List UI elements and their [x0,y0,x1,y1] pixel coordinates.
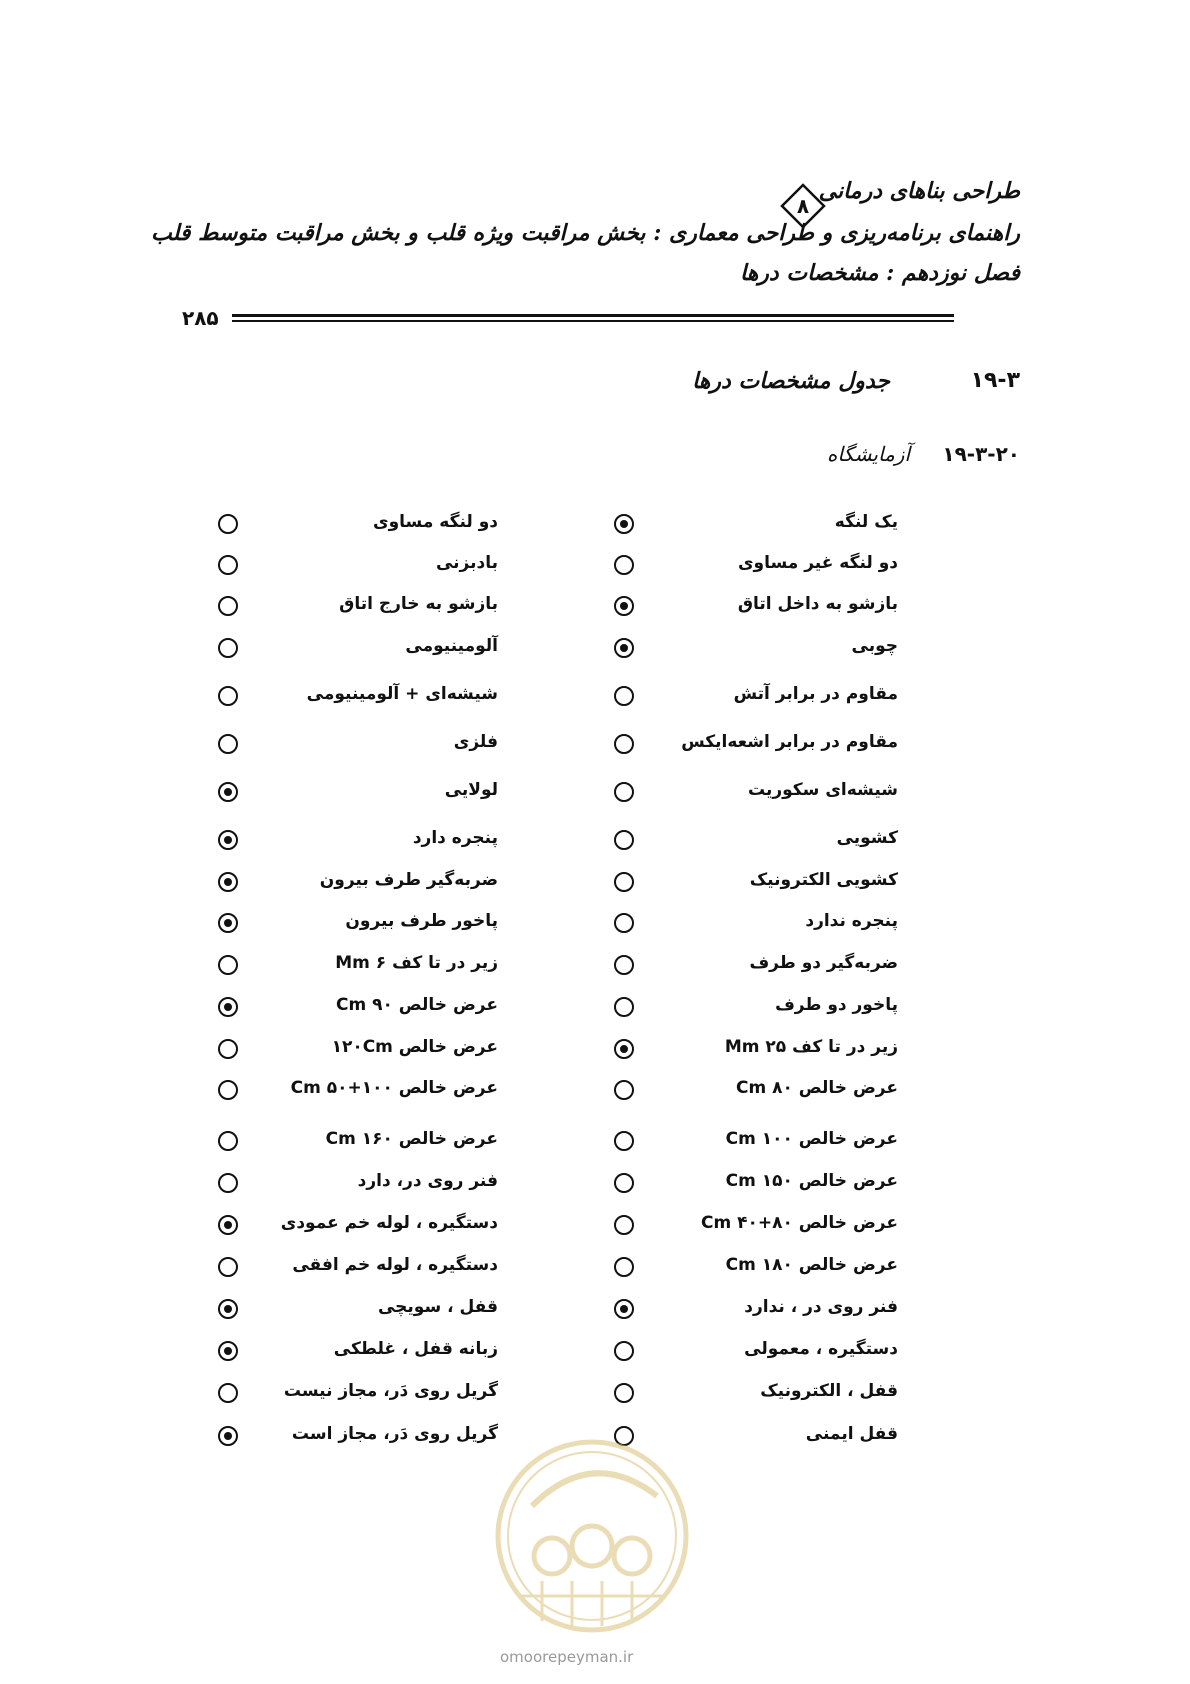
radio-unselected[interactable] [614,997,634,1017]
radio-unselected[interactable] [614,872,634,892]
radio-unselected[interactable] [218,1131,238,1151]
radio-unselected[interactable] [218,1383,238,1403]
radio-selected[interactable] [218,1299,238,1319]
option-label: زیر در تا کف ۲۵ Mm [724,1037,898,1057]
option-label: کشویی الکترونیک [749,870,898,890]
option-label: عرض خالص ۸۰+۴۰ Cm [700,1213,898,1233]
watermark-logo [492,1436,692,1636]
option-label: زیر در تا کف ۶ Mm [335,953,498,973]
option-label: عرض خالص ۱۵۰ Cm [725,1171,898,1191]
radio-unselected[interactable] [614,1257,634,1277]
option-label: فنر روی در ، ندارد [744,1297,898,1317]
book-title: طراحی بناهای درمانی [818,178,1020,204]
option-label: مقاوم در برابر اشعه‌ایکس [681,732,898,752]
option-label: قفل ، الکترونیک [760,1381,898,1401]
radio-unselected[interactable] [614,555,634,575]
radio-unselected[interactable] [218,734,238,754]
option-label: دو لنگه مساوی [372,512,498,532]
option-label: شیشه‌ای سکوریت [747,780,898,800]
option-label: فلزی [453,732,498,752]
option-label: آلومینیومی [405,636,498,656]
radio-unselected[interactable] [614,1215,634,1235]
option-label: دستگیره ، لوله خم افقی [292,1255,498,1275]
option-label: عرض خالص ۱۰۰+۵۰ Cm [290,1078,498,1098]
option-label: مقاوم در برابر آتش [733,684,898,704]
radio-selected[interactable] [218,1341,238,1361]
page-number: ۲۸۵ [182,306,219,330]
option-label: فنر روی در، دارد [357,1171,498,1191]
option-label: عرض خالص ۱۸۰ Cm [725,1255,898,1275]
option-label: دستگیره ، لوله خم عمودی [280,1213,498,1233]
option-label: ضربه‌گیر طرف بیرون [319,870,498,890]
section-title: جدول مشخصات درها [692,368,890,394]
option-label: یک لنگه [834,512,898,532]
option-label: چوبی [851,636,898,656]
option-label: گریل روی دَر، مجاز است [291,1424,498,1444]
option-label: زبانه قفل ، غلطکی [333,1339,498,1359]
book-number: ۸ [796,194,810,218]
section-number: ۱۹-۳ [970,368,1020,393]
radio-unselected[interactable] [218,1039,238,1059]
option-label: عرض خالص ۱۰۰ Cm [725,1129,898,1149]
radio-selected[interactable] [218,1215,238,1235]
radio-selected[interactable] [218,913,238,933]
radio-unselected[interactable] [218,686,238,706]
option-label: پنجره ندارد [805,911,898,931]
radio-unselected[interactable] [614,1426,634,1446]
radio-unselected[interactable] [614,913,634,933]
radio-unselected[interactable] [218,638,238,658]
watermark-url: omoorepeyman.ir [500,1648,634,1666]
option-label: قفل ایمنی [805,1424,898,1444]
option-label: عرض خالص ۸۰ Cm [736,1078,898,1098]
radio-unselected[interactable] [614,782,634,802]
radio-unselected[interactable] [218,955,238,975]
radio-unselected[interactable] [614,734,634,754]
book-subtitle: راهنمای برنامه‌ریزی و طراحی معماری : بخش مراقبت ویژه قلب و بخش مراقبت متوسط قلب [151,220,1020,246]
radio-selected[interactable] [218,830,238,850]
radio-unselected[interactable] [218,596,238,616]
subsection-title: آزمایشگاه [826,442,910,466]
chapter-title: فصل نوزدهم : مشخصات درها [740,260,1020,286]
option-label: بادبزنی [435,553,498,573]
radio-selected[interactable] [614,638,634,658]
radio-unselected[interactable] [218,1173,238,1193]
radio-unselected[interactable] [614,686,634,706]
option-label: عرض خالص ۱۶۰ Cm [325,1129,498,1149]
header-rule-thick [232,314,954,317]
radio-unselected[interactable] [614,1173,634,1193]
option-label: لولایی [444,780,498,800]
option-label: ضربه‌گیر دو طرف [749,953,898,973]
radio-unselected[interactable] [218,555,238,575]
option-label: قفل ، سویچی [377,1297,498,1317]
radio-selected[interactable] [218,782,238,802]
radio-selected[interactable] [218,872,238,892]
radio-unselected[interactable] [614,1131,634,1151]
radio-unselected[interactable] [614,1383,634,1403]
option-label: دستگیره ، معمولی [744,1339,898,1359]
radio-selected[interactable] [614,1299,634,1319]
radio-selected[interactable] [614,514,634,534]
option-label: کشویی [836,828,898,848]
option-label: دو لنگه غیر مساوی [737,553,898,573]
option-label: شیشه‌ای + آلومینیومی [306,684,498,704]
radio-unselected[interactable] [218,514,238,534]
radio-unselected[interactable] [218,1257,238,1277]
option-label: بازشو به خارج اتاق [339,594,498,614]
option-label: عرض خالص ۱۲۰Cm [331,1037,498,1057]
option-label: پنجره دارد [412,828,498,848]
radio-unselected[interactable] [614,1080,634,1100]
option-label: عرض خالص ۹۰ Cm [336,995,498,1015]
radio-selected[interactable] [614,1039,634,1059]
option-label: پاخور طرف بیرون [345,911,498,931]
subsection-number: ۱۹-۳-۲۰ [942,442,1020,466]
header-rule-thin [232,320,954,322]
radio-unselected[interactable] [218,1080,238,1100]
option-label: بازشو به داخل اتاق [737,594,898,614]
option-label: گریل روی دَر، مجاز نیست [283,1381,498,1401]
radio-selected[interactable] [218,997,238,1017]
radio-unselected[interactable] [614,955,634,975]
radio-selected[interactable] [614,596,634,616]
radio-unselected[interactable] [614,1341,634,1361]
radio-selected[interactable] [218,1426,238,1446]
radio-unselected[interactable] [614,830,634,850]
option-label: پاخور دو طرف [775,995,898,1015]
